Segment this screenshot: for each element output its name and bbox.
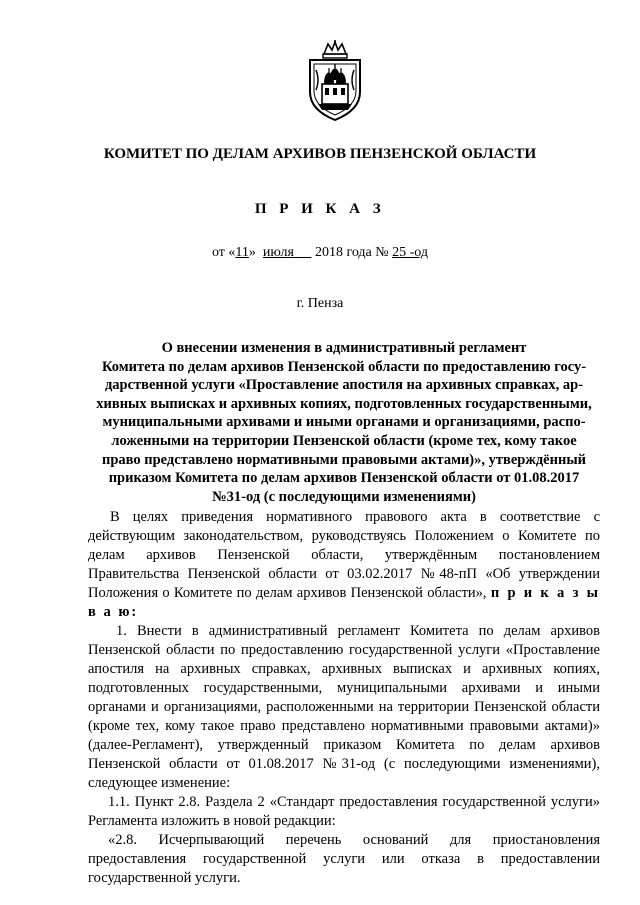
city-name: г. Пенза (296, 296, 344, 311)
document-type: П Р И К А З (254, 201, 386, 217)
order-year: 2018 года № (314, 245, 389, 260)
coat-of-arms-icon (302, 40, 368, 122)
date-prefix: от « (211, 245, 236, 260)
organization-name: КОМИТЕТ ПО ДЕЛАМ АРХИВОВ ПЕНЗЕНСКОЙ ОБЛАСТИ (103, 146, 537, 162)
order-day: 11 (235, 245, 249, 260)
heading-line: ложенными на территории Пензенской области (кроме тех, кому такое (111, 432, 577, 449)
preamble-paragraph (88, 508, 600, 622)
order-number: 25 -од (392, 245, 429, 260)
order-word: п р и к а з ы в а ю: (88, 585, 600, 620)
heading-line: О внесении изменения в административный регламент (161, 340, 527, 356)
heading-line: право представлено нормативными правовыми актами)», утверждённый (101, 451, 587, 468)
item-2-8-paragraph: «2.8. Исчерпывающий перечень оснований для приостановления предоставления государственной услуги или отказа в предоставлении государственной услуги. (88, 832, 600, 886)
document-heading (88, 339, 600, 506)
heading-line: муниципальными архивами и иными органами и организациями, распо- (102, 414, 586, 431)
heading-line: хивных выписках и архивных копиях, подготовленных государственными, (96, 395, 592, 412)
order-date-line (0, 245, 640, 261)
heading-line: Комитета по делам архивов Пензенской области по предоставлению госу- (101, 358, 587, 375)
item-1-1-paragraph: 1.1. Пункт 2.8. Раздела 2 «Стандарт предоставления государственной услуги» Регламента изложить в новой редакции: (88, 794, 600, 829)
heading-line: дарственной услуги «Проставление апостиля на архивных справках, ар- (104, 377, 584, 394)
preamble-text: В целях приведения нормативного правового акта в соответствие с действующим законодательством, руководствуясь Положением о Комитете по делам архивов Пензенской области, утверждённым постановлением Правительства Пензенской области от 03.02.2017 №48-пП «Об утверждении Положения о Комитете по делам архивов Пензенской области», (88, 509, 600, 601)
heading-line: №31-од (с последующими изменениями) (212, 488, 476, 505)
item-1-paragraph: 1. Внести в административный регламент Комитета по делам архивов Пензенской области по предоставлению государственной услуги «Проставление апостиля на архивных справках, архивных выписках и архивных копиях, подготовленных государственными, муниципальными архивами и иными органами и организациями, расположенными на территории Пензенской области (кроме тех, кому такое право представлено нормативными правовыми актами)» (далее-Регламент), утвержденный приказом Комитета по делам архивов Пензенской области от 01.08.2017 №31-од (с последующими изменениями), следующее изменение: (88, 623, 600, 791)
order-month (263, 245, 312, 260)
order-month-text: июля (262, 245, 294, 260)
heading-line: приказом Комитета по делам архивов Пензенской области от 01.08.2017 (108, 470, 580, 487)
document-body (88, 508, 600, 888)
date-mid: » (248, 245, 256, 260)
